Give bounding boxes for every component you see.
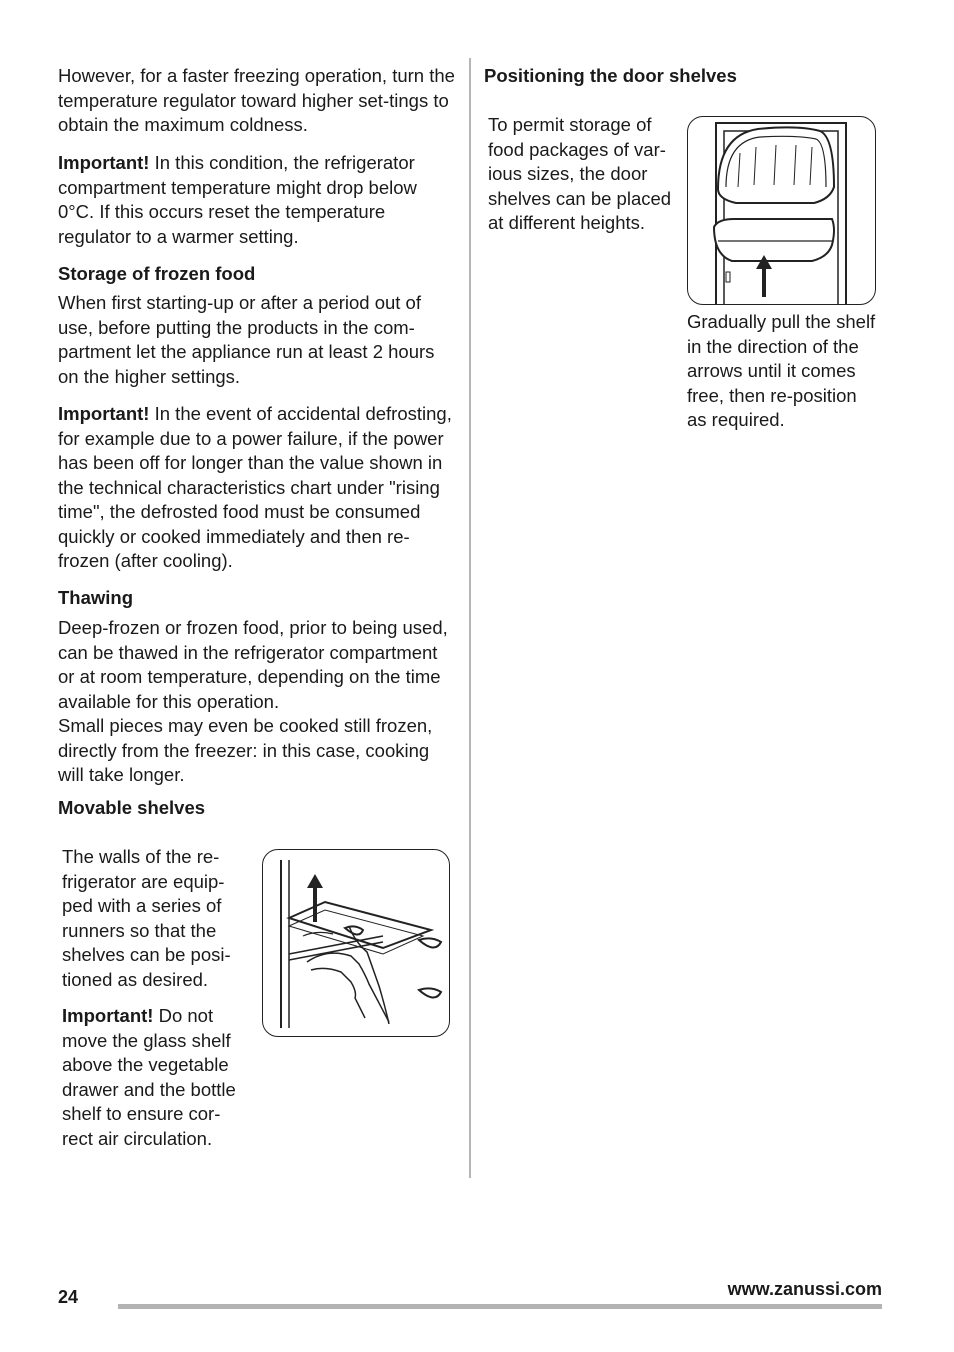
website-link[interactable]: www.zanussi.com bbox=[727, 1279, 882, 1299]
footer-rule bbox=[118, 1304, 882, 1309]
storage-paragraph: When first starting-up or after a period out of use, before putting the products in the com-partment let the appliance run at least 2 hours on the higher settings. bbox=[58, 292, 435, 387]
important-label: Important! bbox=[62, 1005, 154, 1026]
door-shelves-paragraph: To permit storage of food packages of var-ious sizes, the door shelves can be placed at different heights. bbox=[488, 114, 672, 233]
important-label: Important! bbox=[58, 152, 150, 173]
important-note-2 bbox=[58, 402, 458, 574]
important-note-1 bbox=[58, 151, 458, 249]
important-label: Important! bbox=[58, 403, 150, 424]
intro-paragraph: However, for a faster freezing operation, turn the temperature regulator toward higher set-tings to obtain the maximum coldness. bbox=[58, 65, 455, 135]
door-shelf-caption: Gradually pull the shelf in the direction of the arrows until it comes free, then re-position as required. bbox=[687, 311, 876, 430]
important-text: Do not move the glass shelf above the vegetable drawer and the bottle shelf to ensure cor-rect air circulation. bbox=[62, 1005, 236, 1149]
page-number: 24 bbox=[58, 1287, 79, 1307]
thawing-paragraph-1: Deep-frozen or frozen food, prior to being used, can be thawed in the refrigerator compartment or at room temperature, depending on the time available for this operation. bbox=[58, 617, 448, 712]
important-note-3 bbox=[62, 1004, 247, 1151]
important-text: In this condition, the refrigerator compartment temperature might drop below 0°C. If this occurs reset the temperature regulator to a warmer setting. bbox=[58, 152, 417, 247]
thawing-paragraph-2: Small pieces may even be cooked still frozen, directly from the freezer: in this case, cooking will take longer. bbox=[58, 715, 433, 785]
column-divider bbox=[469, 58, 471, 1178]
door-shelf-drawing bbox=[688, 117, 875, 304]
movable-heading: Movable shelves bbox=[58, 797, 206, 818]
storage-heading: Storage of frozen food bbox=[58, 263, 256, 284]
thawing-heading: Thawing bbox=[58, 587, 134, 608]
movable-paragraph: The walls of the re-frigerator are equip-ped with a series of runners so that the shelves can be posi-tioned as desired. bbox=[62, 846, 231, 990]
shelf-hand-drawing bbox=[263, 850, 449, 1036]
movable-shelf-illustration bbox=[262, 849, 450, 1037]
door-shelves-heading: Positioning the door shelves bbox=[484, 65, 737, 86]
important-text: In the event of accidental defrosting, for example due to a power failure, if the power has been off for longer than the value shown in the technical characteristics chart under "rising time", the defrosted food must be consumed quickly or cooked immediately and then re-frozen (after cooling). bbox=[58, 403, 452, 571]
door-shelf-illustration bbox=[687, 116, 876, 305]
